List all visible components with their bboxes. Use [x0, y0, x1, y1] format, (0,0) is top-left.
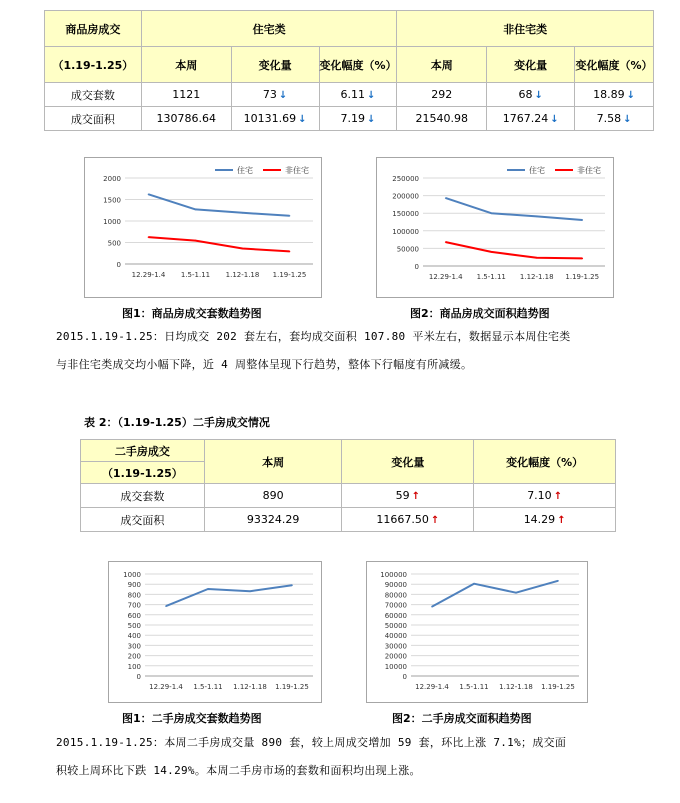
y-tick-label: 200 — [127, 652, 141, 661]
y-tick-label: 2000 — [103, 175, 121, 183]
legend-label: 非住宅 — [285, 166, 309, 175]
paragraph-line: 积较上周环比下跌 14.29%。本周二手房市场的套数和面积均出现上涨。 — [56, 764, 421, 777]
y-tick-label: 150000 — [392, 210, 419, 219]
chart-second-area-caption: 图2：二手房成交面积趋势图 — [392, 712, 532, 725]
y-tick-label: 70000 — [384, 601, 407, 610]
cell-change: 10131.69 ↓ — [231, 107, 319, 131]
x-tick-label: 1.12-1.18 — [519, 273, 554, 281]
x-tick-label: 1.5-1.11 — [180, 271, 211, 279]
y-tick-label: 50000 — [384, 622, 407, 630]
data-point — [490, 212, 492, 214]
arrow-down-icon: ↓ — [623, 114, 632, 125]
data-point — [289, 251, 291, 253]
legend-label: 住宅 — [529, 166, 545, 175]
x-tick-label: 1.5-1.11 — [459, 683, 489, 691]
row-label: 成交套数 — [81, 484, 205, 508]
x-tick-label: 1.12-1.18 — [225, 271, 260, 279]
table2-corner-label: 二手房成交 — [81, 440, 205, 462]
x-tick-label: 12.29-1.4 — [415, 683, 449, 691]
y-tick-label: 0 — [402, 673, 407, 681]
y-tick-label: 0 — [136, 673, 141, 681]
second-hand-table — [80, 439, 616, 532]
y-tick-label: 500 — [127, 622, 141, 630]
y-tick-label: 100000 — [392, 227, 419, 236]
y-tick-label: 20000 — [384, 652, 407, 661]
table2-col-change: 变化量 — [342, 440, 474, 484]
arrow-up-icon: ↑ — [553, 491, 563, 502]
cell-change: 73 ↓ — [231, 83, 319, 107]
data-point — [207, 588, 209, 590]
y-tick-label: 900 — [127, 581, 141, 590]
table1-corner-label: 商品房成交 — [45, 11, 142, 47]
arrow-down-icon: ↓ — [278, 90, 288, 101]
data-point — [195, 209, 197, 211]
table-row — [45, 83, 654, 107]
data-point — [581, 219, 583, 221]
legend-label: 住宅 — [237, 166, 253, 175]
table-row — [81, 508, 616, 532]
y-tick-label: 50000 — [396, 245, 419, 254]
series-line — [446, 242, 583, 258]
cell-value: 21540.98 — [397, 107, 487, 131]
table1-group-nonresidential: 非住宅类 — [397, 11, 654, 47]
cell-value: 93324.29 — [204, 508, 342, 532]
data-point — [515, 592, 517, 594]
y-tick-label: 90000 — [384, 581, 407, 590]
chart-second-count-caption: 图1：二手房成交套数趋势图 — [122, 712, 262, 725]
cell-change: 59 ↑ — [342, 484, 474, 508]
chart-second-count — [108, 561, 322, 703]
table1-col-week: 本周 — [397, 47, 487, 83]
y-tick-label: 0 — [414, 263, 419, 271]
cell-rate: 7.58 ↓ — [575, 107, 654, 131]
data-point — [490, 251, 492, 253]
y-tick-label: 40000 — [384, 632, 407, 641]
y-tick-label: 1000 — [103, 218, 121, 226]
row-label: 成交面积 — [45, 107, 142, 131]
y-tick-label: 1500 — [103, 196, 121, 205]
cell-value: 1121 — [141, 83, 231, 107]
arrow-up-icon: ↑ — [557, 515, 566, 526]
series-line — [166, 585, 292, 606]
y-tick-label: 600 — [127, 611, 141, 620]
data-point — [445, 197, 447, 199]
x-tick-label: 1.19-1.25 — [565, 273, 600, 281]
y-tick-label: 30000 — [384, 642, 407, 651]
data-point — [557, 580, 559, 582]
chart-new-count-svg — [85, 158, 321, 297]
x-tick-label: 1.19-1.25 — [541, 683, 575, 691]
chart-new-count — [84, 157, 322, 298]
data-point — [249, 590, 251, 592]
data-point — [445, 241, 447, 243]
paragraph-line: 2015.1.19-1.25：本周二手房成交量 890 套，较上周成交增加 59 套，环比上涨 7.1%；成交面 — [56, 736, 567, 749]
table1-col-change: 变化量 — [487, 47, 575, 83]
y-tick-label: 250000 — [392, 175, 419, 183]
cell-rate: 14.29 ↑ — [474, 508, 616, 532]
y-tick-label: 60000 — [384, 611, 407, 620]
cell-change: 1767.24 ↓ — [487, 107, 575, 131]
data-point — [148, 194, 150, 196]
x-tick-label: 1.19-1.25 — [272, 271, 307, 279]
cell-rate: 18.89 ↓ — [575, 83, 654, 107]
x-tick-label: 12.29-1.4 — [428, 273, 463, 281]
table-row — [81, 484, 616, 508]
row-label: 成交面积 — [81, 508, 205, 532]
cell-value: 130786.64 — [141, 107, 231, 131]
table1-col-rate: 变化幅度（%） — [575, 47, 654, 83]
x-tick-label: 12.29-1.4 — [149, 683, 183, 691]
table1-col-change: 变化量 — [231, 47, 319, 83]
table1-col-week: 本周 — [141, 47, 231, 83]
arrow-down-icon: ↓ — [626, 90, 635, 101]
x-tick-label: 1.5-1.11 — [476, 273, 506, 281]
chart-new-count-caption: 图1：商品房成交套数趋势图 — [122, 307, 262, 320]
y-tick-label: 500 — [107, 239, 121, 248]
y-tick-label: 0 — [116, 261, 121, 269]
cell-rate: 7.19 ↓ — [319, 107, 397, 131]
data-point — [536, 216, 538, 218]
data-point — [431, 606, 433, 608]
y-tick-label: 300 — [127, 642, 141, 651]
y-tick-label: 80000 — [384, 591, 407, 600]
table-row — [45, 107, 654, 131]
y-tick-label: 800 — [127, 591, 141, 600]
y-tick-label: 100000 — [380, 571, 407, 579]
y-tick-label: 10000 — [384, 662, 407, 671]
cell-value: 890 — [204, 484, 342, 508]
x-tick-label: 1.5-1.11 — [193, 683, 223, 691]
arrow-down-icon: ↓ — [534, 90, 543, 101]
table1-col-rate: 变化幅度（%） — [319, 47, 397, 83]
data-point — [242, 212, 244, 214]
series-line — [149, 194, 290, 216]
x-tick-label: 1.12-1.18 — [499, 683, 533, 691]
cell-value: 292 — [397, 83, 487, 107]
arrow-down-icon: ↓ — [550, 114, 559, 125]
row-label: 成交套数 — [45, 83, 142, 107]
series-line — [149, 237, 290, 251]
cell-change: 11667.50 ↑ — [342, 508, 474, 532]
cell-rate: 7.10 ↑ — [474, 484, 616, 508]
x-tick-label: 12.29-1.4 — [131, 271, 166, 279]
table2-title: 表 2：（1.19-1.25）二手房成交情况 — [84, 416, 270, 429]
series-line — [446, 198, 583, 220]
paragraph-line: 2015.1.19-1.25：日均成交 202 套左右，套均成交面积 107.80 平米左右，数据显示本周住宅类 — [56, 330, 571, 343]
cell-rate: 6.11 ↓ — [319, 83, 397, 107]
table2-col-week: 本周 — [204, 440, 342, 484]
data-point — [148, 236, 150, 238]
data-point — [581, 258, 583, 260]
paragraph-line: 与非住宅类成交均小幅下降，近 4 周整体呈现下行趋势，整体下行幅度有所减缓。 — [56, 358, 473, 371]
cell-change: 68 ↓ — [487, 83, 575, 107]
data-point — [195, 240, 197, 242]
table2-corner-period: （1.19-1.25） — [81, 462, 205, 484]
table2-col-rate: 变化幅度（%） — [474, 440, 616, 484]
data-point — [291, 584, 293, 586]
y-tick-label: 200000 — [392, 192, 419, 201]
y-tick-label: 100 — [127, 662, 141, 671]
table1-group-residential: 住宅类 — [141, 11, 397, 47]
data-point — [289, 215, 291, 217]
x-tick-label: 1.19-1.25 — [275, 683, 309, 691]
x-tick-label: 1.12-1.18 — [233, 683, 267, 691]
arrow-down-icon: ↓ — [367, 114, 376, 125]
arrow-down-icon: ↓ — [298, 114, 307, 125]
y-tick-label: 700 — [127, 601, 141, 610]
table1-corner-period: （1.19-1.25） — [45, 47, 142, 83]
data-point — [536, 257, 538, 259]
chart-new-area — [376, 157, 614, 298]
chart-second-count-svg — [109, 562, 321, 702]
summary-paragraph-1 — [56, 323, 656, 379]
y-tick-label: 400 — [127, 632, 141, 641]
y-tick-label: 1000 — [123, 571, 141, 579]
data-point — [165, 605, 167, 607]
legend-label: 非住宅 — [577, 166, 601, 175]
arrow-up-icon: ↑ — [430, 515, 440, 526]
arrow-down-icon: ↓ — [367, 90, 376, 101]
chart-second-area-svg — [367, 562, 587, 702]
arrow-up-icon: ↑ — [411, 491, 421, 502]
chart-new-area-caption: 图2：商品房成交面积趋势图 — [410, 307, 550, 320]
data-point — [242, 248, 244, 250]
data-point — [473, 583, 475, 585]
chart-new-area-svg — [377, 158, 613, 297]
new-housing-table — [44, 10, 654, 131]
chart-second-area — [366, 561, 588, 703]
summary-paragraph-2 — [56, 729, 656, 785]
